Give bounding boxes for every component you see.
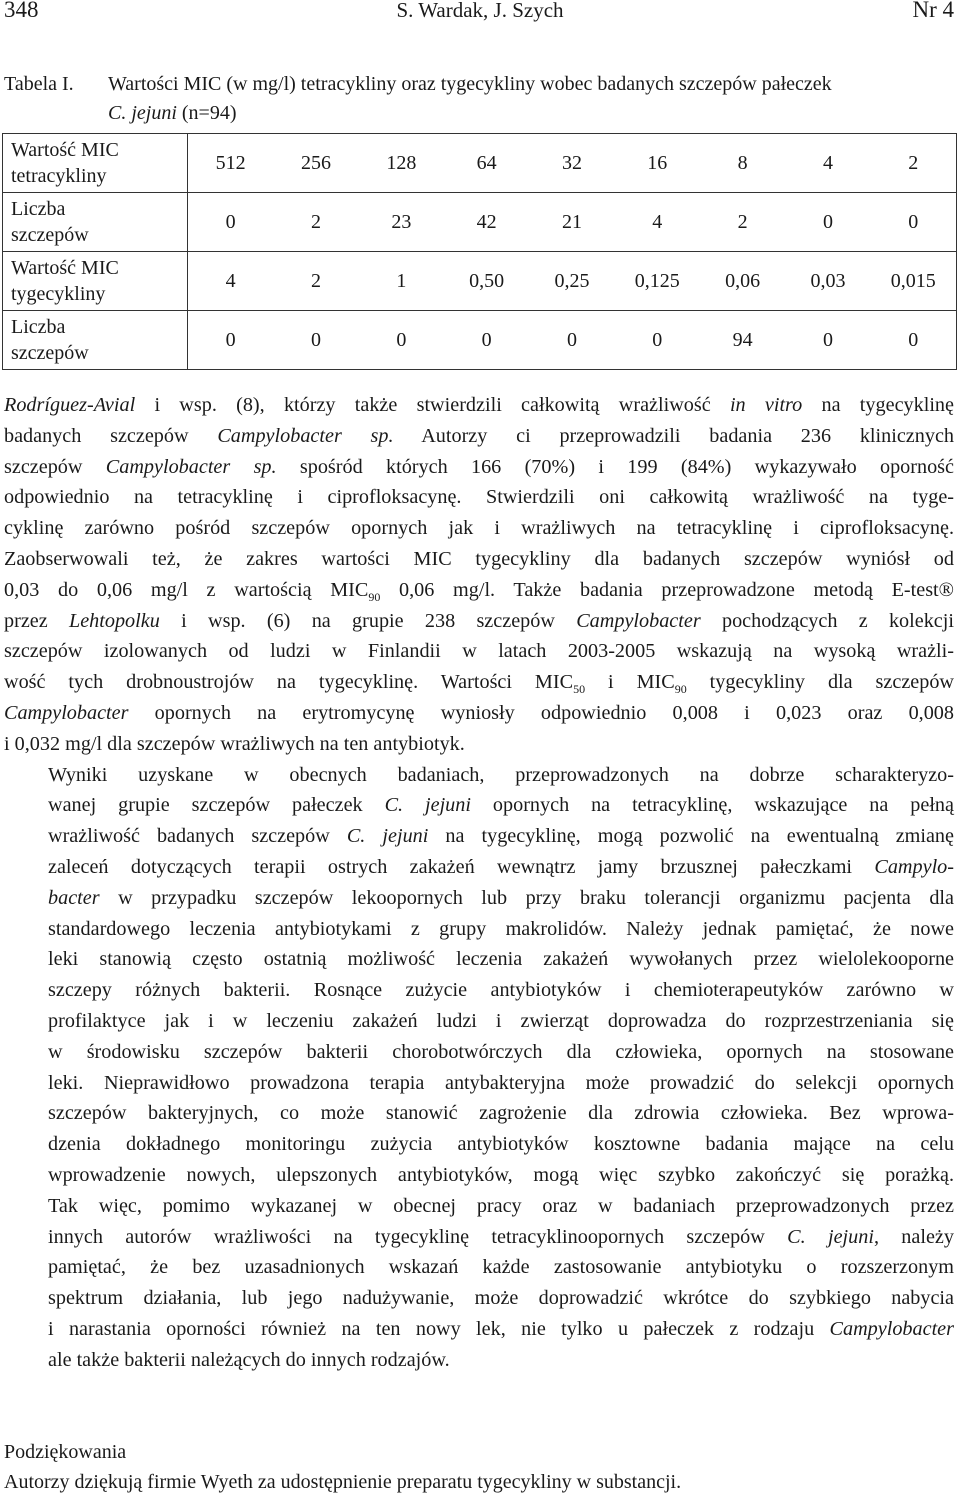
text-run: Zaobserwowali też, że zakres wartości MIC tygecykliny dla badanych szczepów wyniósł od xyxy=(4,547,954,570)
table-cell: 16 xyxy=(647,151,668,174)
text-run: i narastania oporności również na ten nowy lek, nie tylko u pałeczek z rodzaju xyxy=(48,1317,830,1340)
body-text xyxy=(4,390,954,1376)
table-cell: 0 xyxy=(481,328,492,351)
table-cell: 94 xyxy=(732,328,753,351)
row-header-line: Wartość MIC xyxy=(11,257,119,279)
table-cell: 0 xyxy=(652,328,663,351)
text-line xyxy=(4,421,954,452)
table-cell: 0,125 xyxy=(634,269,680,292)
text-run: na tygecyklinę, mogą pozwolić na ewentualną zmianę xyxy=(428,825,954,848)
text-line xyxy=(4,1068,954,1099)
table-cell: 0 xyxy=(310,328,321,351)
italic-term: Campylobacter xyxy=(4,701,129,724)
text-run: opornych na tetracyklinę, wskazujące na pełną xyxy=(470,794,954,817)
text-line xyxy=(4,544,954,575)
italic-term: C. jejuni xyxy=(384,794,471,817)
row-header-line: szczepów xyxy=(11,342,89,364)
table-cell: 512 xyxy=(215,151,246,174)
paragraph-2 xyxy=(4,760,954,1376)
table-cell: 2 xyxy=(737,210,748,233)
text-run: pamiętać, że bez uzasadnionych wskazań każde zastosowanie antybiotyku o rozszerzonym xyxy=(48,1256,954,1279)
caption-n: (n=94) xyxy=(176,102,237,124)
text-line xyxy=(4,914,954,945)
text-line xyxy=(4,790,954,821)
table-caption xyxy=(4,70,956,128)
text-line xyxy=(4,698,954,729)
table-cell: 2 xyxy=(310,210,321,233)
text-run: cyklinę zarówno pośród szczepów opornych jak i wrażliwych na tetracyklinę i ciprofloksacynę. xyxy=(4,517,954,540)
italic-term: in vitro xyxy=(729,394,803,416)
text-run: i MIC xyxy=(585,671,675,694)
text-line xyxy=(4,1252,954,1283)
text-run: wrażliwość badanych szczepów xyxy=(48,825,347,848)
table-cell: 21 xyxy=(561,210,582,233)
text-run: 0,06 mg/l. Także badania przeprowadzone metodą E-test® xyxy=(380,578,955,601)
table-row xyxy=(3,193,957,252)
text-line xyxy=(4,575,954,606)
text-run: 0,03 do 0,06 mg/l z wartością MIC xyxy=(4,578,369,601)
text-run: profilaktyce jak i w leczeniu zakażeń ludzi i zwierząt doprowadza do rozprzestrzeniania się xyxy=(48,1009,954,1032)
text-line xyxy=(4,821,954,852)
table-row xyxy=(3,252,957,311)
page-number: 348 xyxy=(4,0,39,22)
text-run: szczepów bakteryjnych, co może stanowić zagrożenie dla zdrowia człowieka. Bez wprowa- xyxy=(48,1102,954,1125)
text-run: przez xyxy=(4,609,69,632)
text-run: tygecykliny dla szczepów xyxy=(686,671,955,694)
row-header-line: Liczba xyxy=(11,198,66,220)
text-run: i wsp. (6) na grupie 238 szczepów xyxy=(159,609,577,632)
text-line xyxy=(4,452,954,483)
text-line xyxy=(4,1129,954,1160)
row-header xyxy=(3,134,188,193)
text-run: szczepy różnych bakterii. Rosnące zużycie antybiotyków i chemioterapeutyków zarówno w xyxy=(48,979,954,1002)
table-cell: 8 xyxy=(737,151,748,174)
italic-term: Campylobacter sp. xyxy=(105,455,277,478)
row-values xyxy=(188,193,957,252)
italic-term: bacter xyxy=(48,886,100,909)
table-cell: 0 xyxy=(908,328,919,351)
text-run: leki stanowią często ostatnią możliwość leczenia zakażeń wywołanych przez wielolekooporne xyxy=(48,948,954,971)
text-run: dzenia dokładnego monitoringu zużycia antybiotyków kosztowne badania mające na celu xyxy=(48,1133,954,1156)
text-line xyxy=(4,975,954,1006)
text-run: leki. Nieprawidłowo prowadzona terapia antybakteryjna może prowadzić do selekcji opornych xyxy=(48,1071,954,1094)
row-values xyxy=(188,134,957,193)
italic-term: Campylo- xyxy=(874,855,954,878)
table-cell: 128 xyxy=(386,151,417,174)
table-cell: 23 xyxy=(391,210,412,233)
text-run: Autorzy ci przeprowadzili badania 236 klinicznych xyxy=(393,424,955,447)
text-line xyxy=(4,729,954,760)
row-header-line: tygecykliny xyxy=(11,283,106,305)
text-line xyxy=(4,1160,954,1191)
text-run: Wyniki uzyskane w obecnych badaniach, przeprowadzonych na dobrze scharakteryzo- xyxy=(48,763,954,786)
table-cell: 32 xyxy=(561,151,582,174)
italic-term: Campylobacter xyxy=(576,609,701,632)
text-run: opornych na erytromycynę wyniosły odpowiednio 0,008 i 0,023 oraz 0,008 xyxy=(128,701,954,724)
italic-term: Campylobacter sp. xyxy=(217,424,394,447)
text-run: i 0,032 mg/l dla szczepów wrażliwych na ten antybiotyk. xyxy=(4,732,465,755)
table-row xyxy=(3,134,957,193)
italic-term: C. jejuni xyxy=(346,825,429,848)
row-header-line: tetracykliny xyxy=(11,165,107,187)
text-line xyxy=(4,1037,954,1068)
row-header xyxy=(3,193,188,252)
text-run: i wsp. (8), którzy także stwierdzili całkowitą wrażliwość xyxy=(135,394,730,416)
text-line xyxy=(4,883,954,914)
table-row xyxy=(3,311,957,370)
text-line xyxy=(4,1345,954,1376)
text-line xyxy=(4,390,954,421)
table-cell: 0,50 xyxy=(469,269,505,292)
text-line xyxy=(4,1006,954,1037)
text-line xyxy=(4,1283,954,1314)
mic-table xyxy=(2,133,957,370)
acknowledgements-text: Autorzy dziękują firmie Wyeth za udostępnienie preparatu tygecykliny w substancji. xyxy=(4,1471,682,1493)
text-line xyxy=(4,636,954,667)
italic-term: Lehtopolku xyxy=(68,609,160,632)
subscript: 50 xyxy=(573,682,586,697)
text-run: odpowiednio na tetracyklinę i ciprofloksacynę. Stwierdzili oni całkowitą wrażliwość na tyge- xyxy=(4,486,954,509)
issue-number: Nr 4 xyxy=(912,0,954,22)
row-values xyxy=(188,311,957,370)
text-run: wprowadzenie nowych, ulepszonych antybiotyków, mogą więc szybko zakończyć się porażką. xyxy=(48,1163,954,1186)
text-line xyxy=(4,482,954,513)
text-line xyxy=(4,1222,954,1253)
table-cell: 0 xyxy=(225,328,236,351)
table-cell: 0,015 xyxy=(890,269,936,292)
acknowledgements-title: Podziękowania xyxy=(4,1441,127,1463)
table-cell: 0 xyxy=(908,210,919,233)
subscript: 90 xyxy=(368,589,381,604)
text-line xyxy=(4,513,954,544)
text-run: na tygecyklinę xyxy=(802,394,954,416)
subscript: 90 xyxy=(674,682,687,697)
caption-line-1: Wartości MIC (w mg/l) tetracykliny oraz tygecykliny wobec badanych szczepów pałeczek xyxy=(108,73,832,95)
text-run: w przypadku szczepów lekoopornych lub przy braku tolerancji organizmu pacjenta dla xyxy=(99,886,954,909)
table-label: Tabela I. xyxy=(4,73,74,95)
table-cell: 4 xyxy=(225,269,236,292)
table-cell: 256 xyxy=(300,151,331,174)
text-run: szczepów izolowanych od ludzi w Finlandii w latach 2003-2005 wskazują na wysoką wrażli- xyxy=(4,640,954,663)
table-cell: 0 xyxy=(566,328,577,351)
table-cell: 4 xyxy=(652,210,663,233)
text-run: spektrum działania, lub jego nadużywanie, może doprowadzić wkrótce do szybkiego nabycia xyxy=(48,1287,954,1310)
text-run: spośród których 166 (70%) i 199 (84%) wykazywało oporność xyxy=(276,455,954,478)
row-header xyxy=(3,252,188,311)
table-cell: 0 xyxy=(396,328,407,351)
table-cell: 0,03 xyxy=(810,269,846,292)
running-authors: S. Wardak, J. Szych xyxy=(396,0,564,22)
row-header-line: Wartość MIC xyxy=(11,139,119,161)
italic-term: Rodríguez-Avial xyxy=(4,394,136,416)
text-run: pochodzących z kolekcji xyxy=(700,609,954,632)
text-line xyxy=(4,1314,954,1345)
table-cell: 64 xyxy=(476,151,497,174)
table-cell: 4 xyxy=(822,151,833,174)
table-cell: 0 xyxy=(822,328,833,351)
text-run: szczepów xyxy=(4,455,106,478)
row-header xyxy=(3,311,188,370)
italic-term: Campylobacter xyxy=(829,1317,954,1340)
text-run: innych autorów wrażliwości na tygecyklinę tetracyklinoopornych szczepów xyxy=(48,1225,788,1248)
text-line xyxy=(4,606,954,637)
text-run: ale także bakterii należących do innych rodzajów. xyxy=(48,1348,450,1371)
text-line xyxy=(4,1191,954,1222)
page-header xyxy=(4,0,956,26)
row-header-line: szczepów xyxy=(11,224,89,246)
table-cell: 1 xyxy=(396,269,407,292)
text-run: w środowisku szczepów bakterii chorobotwórczych dla człowieka, opornych na stosowane xyxy=(48,1040,954,1063)
row-values xyxy=(188,252,957,311)
table-cell: 0,25 xyxy=(554,269,590,292)
table-cell: 0 xyxy=(225,210,236,233)
table-cell: 42 xyxy=(476,210,497,233)
table-cell: 2 xyxy=(908,151,919,174)
table-cell: 0 xyxy=(822,210,833,233)
paragraph-1 xyxy=(4,390,954,760)
text-line xyxy=(4,1098,954,1129)
italic-term: C. jejuni xyxy=(787,1225,874,1248)
table-cell: 0,06 xyxy=(725,269,761,292)
text-line xyxy=(4,944,954,975)
text-line xyxy=(4,760,954,791)
text-run: badanych szczepów xyxy=(4,424,218,447)
text-line xyxy=(4,852,954,883)
text-line xyxy=(4,667,954,698)
text-run: wość tych drobnoustrojów na tygecyklinę. Wartości MIC xyxy=(4,671,574,694)
text-run: Tak więc, pomimo wykazanej w obecnej pracy oraz w badaniach przeprowadzonych przez xyxy=(48,1194,954,1217)
text-run: zaleceń dotyczących terapii ostrych zakażeń wewnątrz jamy brzusznej pałeczkami xyxy=(48,855,875,878)
text-run: , należy xyxy=(873,1225,954,1248)
text-run: wanej grupie szczepów pałeczek xyxy=(48,794,385,817)
table-cell: 2 xyxy=(310,269,321,292)
row-header-line: Liczba xyxy=(11,316,66,338)
text-run: standardowego leczenia antybiotykami z grupy makrolidów. Należy jednak pamiętać, że nowe xyxy=(48,917,954,940)
caption-species: C. jejuni xyxy=(108,102,177,124)
